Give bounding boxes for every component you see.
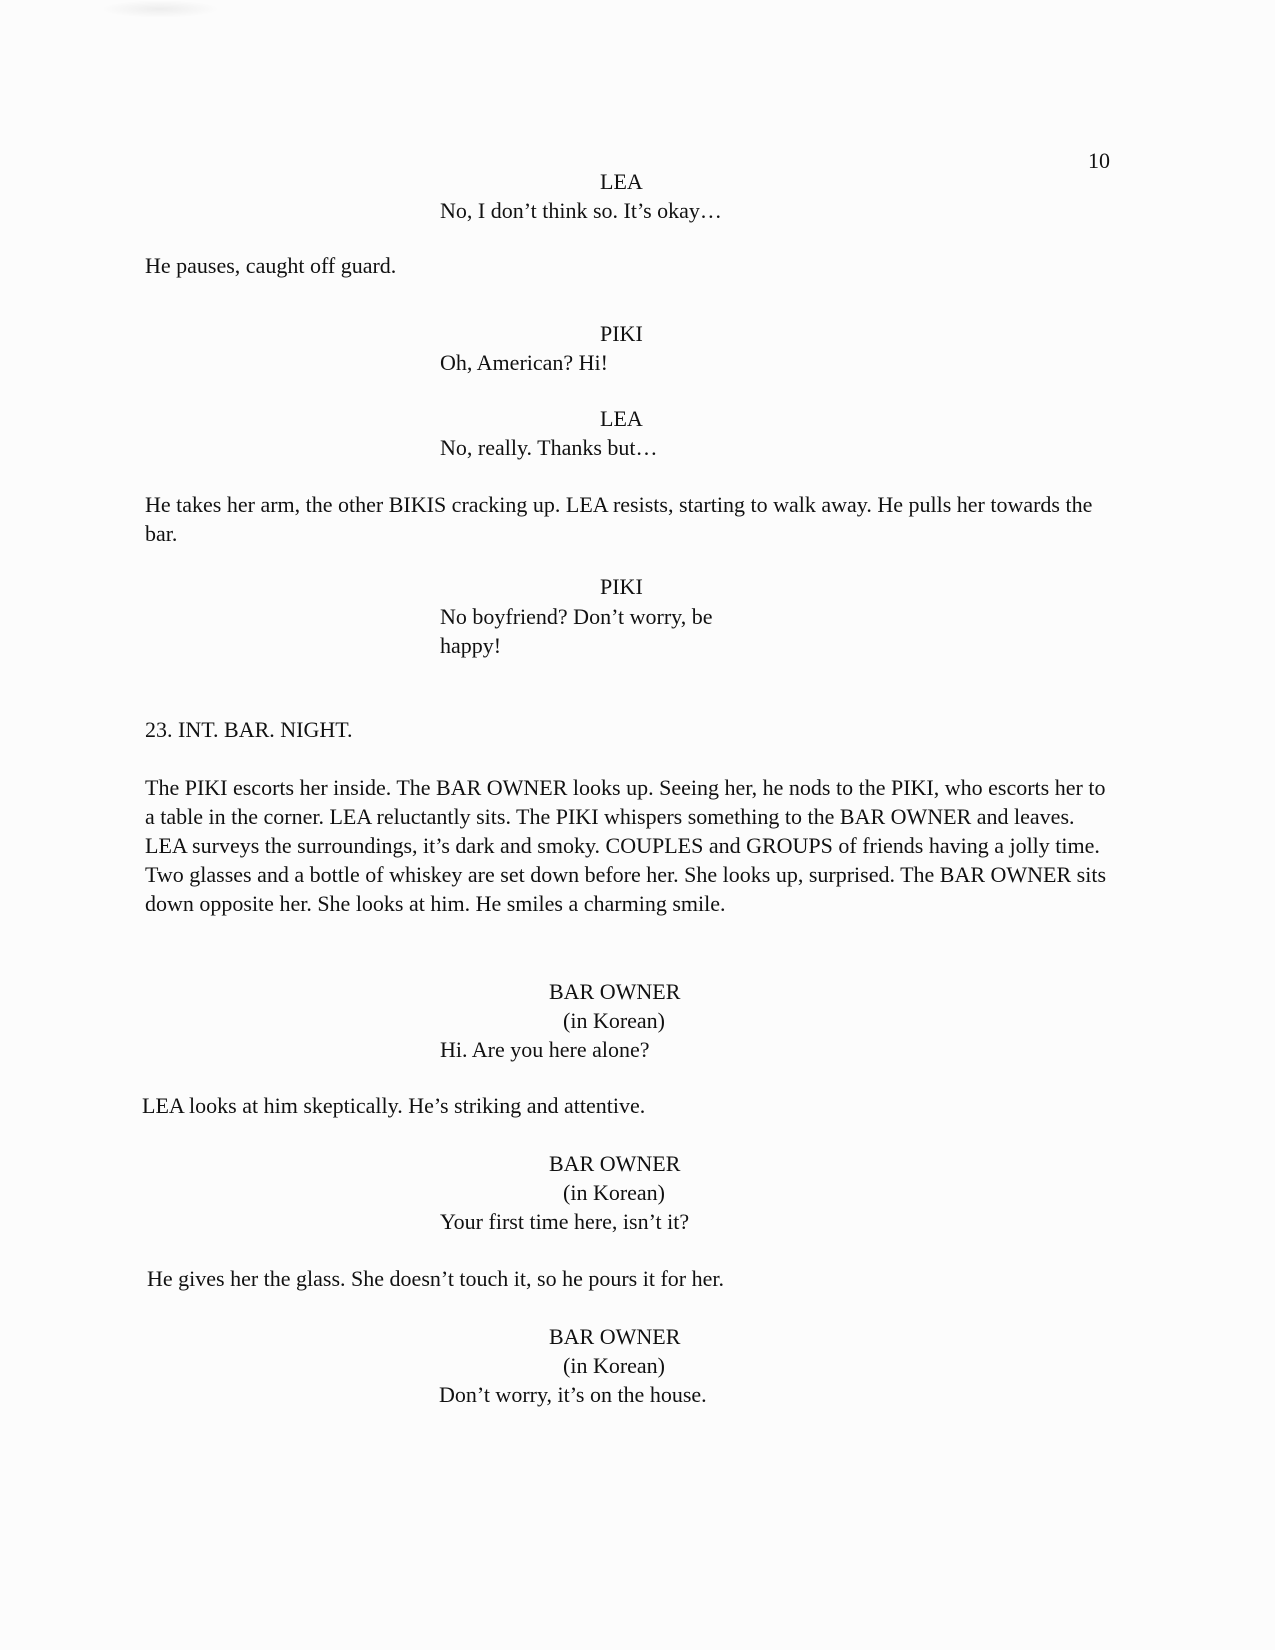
parenthetical: (in Korean)	[563, 1008, 666, 1033]
scene-heading: 23. INT. BAR. NIGHT.	[145, 717, 353, 742]
dialogue-line: No boyfriend? Don’t worry, be happy!	[440, 604, 713, 658]
parenthetical: (in Korean)	[563, 1180, 666, 1205]
character-name: PIKI	[600, 574, 643, 599]
character-name: PIKI	[600, 321, 643, 346]
dialogue-line: No, I don’t think so. It’s okay…	[440, 198, 722, 223]
action-paragraph: The PIKI escorts her inside. The BAR OWNER looks up. Seeing her, he nods to the PIKI, who escorts her to a table in the corner. LEA reluctantly sits. The PIKI whispers something to the BAR OWNER and leaves. LEA surveys the surroundings, it’s dark and smoky. COUPLES and GROUPS of friends having a jolly time. Two glasses and a bottle of whiskey are set down before her. She looks up, surprised. The BAR OWNER sits down opposite her. She looks at him. He smiles a charming smile.	[145, 775, 1107, 916]
dialogue-line: Oh, American? Hi!	[440, 350, 608, 375]
action-line: LEA looks at him skeptically. He’s striking and attentive.	[142, 1093, 646, 1118]
page-number: 10	[1088, 148, 1110, 173]
dialogue-line: Hi. Are you here alone?	[440, 1037, 650, 1062]
dialogue-line: Your first time here, isn’t it?	[440, 1209, 690, 1234]
parenthetical: (in Korean)	[563, 1353, 666, 1378]
character-name: BAR OWNER	[549, 979, 681, 1004]
dialogue-line: Don’t worry, it’s on the house.	[439, 1382, 707, 1407]
character-name: LEA	[600, 169, 643, 194]
dialogue-line: No, really. Thanks but…	[440, 435, 658, 460]
character-name: BAR OWNER	[549, 1151, 681, 1176]
character-name: LEA	[600, 406, 643, 431]
character-name: BAR OWNER	[549, 1324, 681, 1349]
action-paragraph: He takes her arm, the other BIKIS cracking up. LEA resists, starting to walk away. He pulls her towards the bar.	[145, 492, 1093, 546]
action-line: He pauses, caught off guard.	[145, 253, 397, 278]
action-line: He gives her the glass. She doesn’t touch it, so he pours it for her.	[147, 1266, 724, 1291]
scan-smudge	[100, 0, 220, 18]
